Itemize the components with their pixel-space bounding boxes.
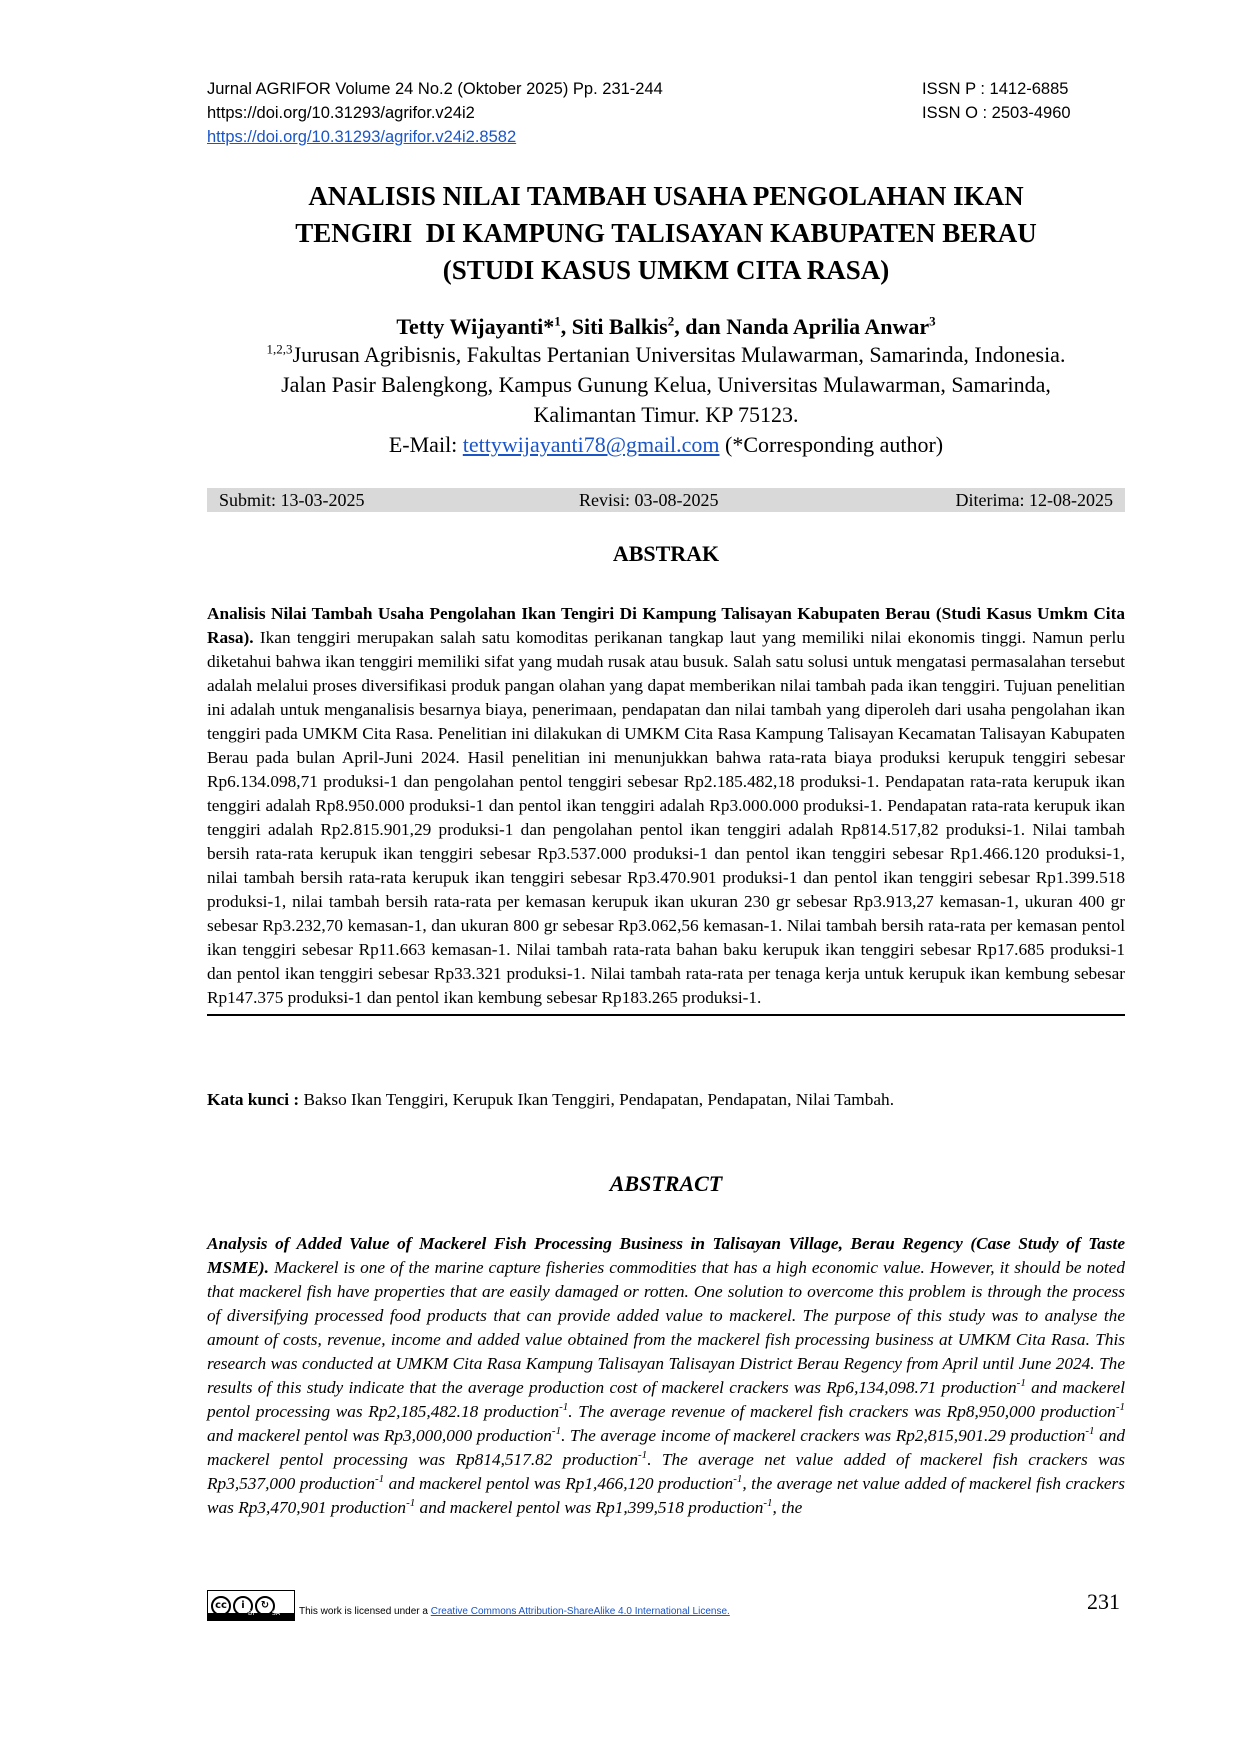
- journal-header: [207, 77, 1085, 149]
- email-link[interactable]: tettywijayanti78@gmail.com: [462, 432, 720, 457]
- cc-sa-label: SA: [272, 1610, 281, 1617]
- keywords-text: Bakso Ikan Tenggiri, Kerupuk Ikan Tenggiri, Pendapatan, Pendapatan, Nilai Tambah.: [299, 1090, 895, 1109]
- affiliation-line-1: Jurusan Agribisnis, Fakultas Pertanian Universitas Mulawarman, Samarinda, Indonesia.: [292, 342, 1066, 367]
- corresponding-note: (*Corresponding author): [719, 432, 944, 457]
- abstract-text-10: and mackerel pentol was Rp1,399,518 production: [415, 1498, 764, 1517]
- license-statement: [299, 1606, 730, 1618]
- abstrak-body: [207, 602, 1125, 1016]
- keywords: [207, 1088, 1125, 1112]
- superscript: -1: [375, 1473, 385, 1486]
- abstract-text-8: and mackerel pentol was Rp1,466,120 production: [384, 1474, 734, 1493]
- abstract-text-5: . The average income of mackerel crackers was Rp2,815,901.29 production: [561, 1426, 1086, 1445]
- abstract-bold-lead: Analysis of Added Value of Mackerel Fish Processing Business in Talisayan Village, Berau Regency (Case Study of Taste MSME).: [207, 1234, 1125, 1277]
- cc-badge-bar: [208, 1610, 294, 1620]
- accepted-date: Diterima: 12-08-2025: [955, 490, 1113, 510]
- author-3-sup: 3: [929, 313, 936, 329]
- superscript: -1: [763, 1497, 773, 1510]
- superscript: -1: [638, 1449, 648, 1462]
- keywords-label: Kata kunci :: [207, 1090, 300, 1109]
- superscript: -1: [559, 1401, 569, 1414]
- title-line-2: TENGIRI DI KAMPUNG TALISAYAN KABUPATEN BERAU: [295, 218, 1037, 248]
- revision-date: Revisi: 03-08-2025: [579, 490, 719, 510]
- attribution-icon: i: [233, 1596, 253, 1616]
- abstract-text-7: . The average net value added of mackerel fish crackers was Rp3,537,000 production: [207, 1450, 1126, 1493]
- abstract-text-2: and mackerel pentol processing was Rp2,185,482.18 production: [207, 1378, 1126, 1421]
- abstract-text-3: . The average revenue of mackerel fish crackers was Rp8,950,000 production: [568, 1402, 1116, 1421]
- journal-citation: Jurnal AGRIFOR Volume 24 No.2 (Oktober 2025) Pp. 231-244: [207, 80, 663, 98]
- paper-title: [207, 178, 1125, 289]
- superscript: -1: [406, 1497, 416, 1510]
- superscript: -1: [1016, 1377, 1026, 1390]
- superscript: -1: [1115, 1401, 1125, 1414]
- affiliation-line-2: Jalan Pasir Balengkong, Kampus Gunung Kelua, Universitas Mulawarman, Samarinda,: [281, 372, 1051, 397]
- title-line-1: ANALISIS NILAI TAMBAH USAHA PENGOLAHAN IKAN: [308, 181, 1024, 211]
- abstract-text-1: Mackerel is one of the marine capture fisheries commodities that has a high economic value. However, it should be noted that mackerel fish have properties that are easily damaged or rotten. One solution to overcome this problem is through the process of diversifying processed food products that can provide added value to mackerel. The purpose of this study was to analyse the amount of costs, revenue, income and added value obtained from the mackerel fish processing business at UMKM Cita Rasa. This research was conducted at UMKM Cita Rasa Kampung Talisayan Talisayan District Berau Regency from April until June 2024. The results of this study indicate that the average production cost of mackerel crackers was Rp6,134,098.71 production: [207, 1258, 1125, 1397]
- license-prefix: This work is licensed under a: [299, 1606, 431, 1617]
- email-label: E-Mail:: [388, 432, 463, 457]
- abstrak-text: Ikan tenggiri merupakan salah satu komoditas perikanan tangkap laut yang memiliki nilai ekonomis tinggi. Namun perlu diketahui bahwa ikan tenggiri memiliki sifat yang mudah rusak atau busuk. Salah satu solusi untuk mengatasi permasalahan tersebut adalah melalui proses diversifikasi produk pangan olahan yang dapat memberikan nilai tambah pada ikan tenggiri. Tujuan penelitian ini adalah untuk menganalisis besarnya biaya, penerimaan, pendapatan dan nilai tambah yang diperoleh dari usaha pengolahan ikan tenggiri pada UMKM Cita Rasa. Penelitian ini dilakukan di UMKM Cita Rasa Kampung Talisayan Kecamatan Talisayan Kabupaten Berau pada bulan April-Juni 2024. Hasil penelitian ini menunjukkan bahwa rata-rata biaya produksi kerupuk tenggiri sebesar Rp6.134.098,71 produksi-1 dan pengolahan pentol tenggiri sebesar Rp2.185.482,18 produksi-1. Pendapatan rata-rata kerupuk ikan tenggiri adalah Rp8.950.000 produksi-1 dan pentol ikan tenggiri adalah Rp3.000.000 produksi-1. Pendapatan rata-rata kerupuk ikan tenggiri adalah Rp2.815.901,29 produksi-1 dan pengolahan pentol ikan tenggiri adalah Rp814.517,82 produksi-1. Nilai tambah bersih rata-rata kerupuk ikan tenggiri sebesar Rp3.537.000 produksi-1 dan pentol ikan tenggiri sebesar Rp1.466.120 produksi-1, nilai tambah bersih rata-rata kerupuk ikan tenggiri sebesar Rp3.470.901 produksi-1 dan pentol ikan tenggiri sebesar Rp1.399.518 produksi-1, nilai tambah bersih rata-rata per kemasan kerupuk ikan ukuran 230 gr sebesar Rp3.913,27 kemasan-1, ukuran 400 gr sebesar Rp3.232,70 kemasan-1, dan ukuran 800 gr sebesar Rp3.062,56 kemasan-1. Nilai tambah bersih rata-rata per kemasan pentol ikan tenggiri sebesar Rp11.663 kemasan-1. Nilai tambah rata-rata bahan baku kerupuk ikan tenggiri sebesar Rp17.685 produksi-1 dan pentol ikan tenggiri sebesar Rp33.321 produksi-1. Nilai tambah rata-rata per tenaga kerja untuk kerupuk ikan kembung sebesar Rp147.375 produksi-1 dan pentol ikan kembung sebesar Rp183.265 produksi-1.: [207, 628, 1125, 1007]
- abstrak-heading: ABSTRAK: [612, 541, 720, 566]
- affiliation: [200, 340, 1132, 460]
- page-number: 231: [1087, 1589, 1120, 1614]
- superscript: -1: [551, 1425, 562, 1438]
- page-footer: [207, 1590, 1125, 1620]
- author-list: [207, 313, 1125, 341]
- cc-by-label: BY: [248, 1610, 256, 1617]
- abstract-text-6: and mackerel pentol processing was Rp814,517.82 production: [207, 1426, 1125, 1469]
- abstract-text-4: and mackerel pentol was Rp3,000,000 production: [207, 1426, 552, 1445]
- affiliation-sup: 1,2,3: [266, 341, 293, 357]
- abstract-heading: ABSTRACT: [609, 1171, 723, 1196]
- author-2-sup: 2: [667, 313, 675, 329]
- affiliation-line-3: Kalimantan Timur. KP 75123.: [533, 402, 799, 427]
- abstract-text-9: , the average net value added of mackerel fish crackers was Rp3,470,901 production: [207, 1474, 1126, 1517]
- issue-doi: https://doi.org/10.31293/agrifor.v24i2: [207, 104, 475, 122]
- article-doi-link[interactable]: https://doi.org/10.31293/agrifor.v24i2.8582: [207, 128, 517, 146]
- issn-print: ISSN P : 1412-6885: [922, 80, 1069, 98]
- cc-icon: cc: [211, 1596, 231, 1616]
- superscript: -1: [733, 1473, 743, 1486]
- abstract-text-11: , the: [772, 1498, 803, 1517]
- title-line-3: (STUDI KASUS UMKM CITA RASA): [442, 255, 890, 285]
- author-3: , dan Nanda Aprilia Anwar: [674, 314, 930, 339]
- author-2: , Siti Balkis: [560, 314, 668, 339]
- author-1: Tetty Wijayanti*: [396, 314, 555, 339]
- issn-online: ISSN O : 2503-4960: [922, 104, 1071, 122]
- superscript: -1: [1085, 1425, 1095, 1438]
- author-1-sup: 1: [554, 313, 561, 329]
- abstract-body: [207, 1232, 1125, 1520]
- dates-bar: [207, 488, 1125, 512]
- cc-license-badge[interactable]: [207, 1590, 295, 1621]
- license-link[interactable]: Creative Commons Attribution-ShareAlike 4.0 International License.: [430, 1606, 730, 1617]
- share-alike-icon: ↻: [255, 1596, 275, 1616]
- abstrak-bold-lead: Analisis Nilai Tambah Usaha Pengolahan Ikan Tengiri Di Kampung Talisayan Kabupaten Berau (Studi Kasus Umkm Cita Rasa).: [207, 604, 1125, 647]
- submit-date: Submit: 13-03-2025: [219, 490, 365, 510]
